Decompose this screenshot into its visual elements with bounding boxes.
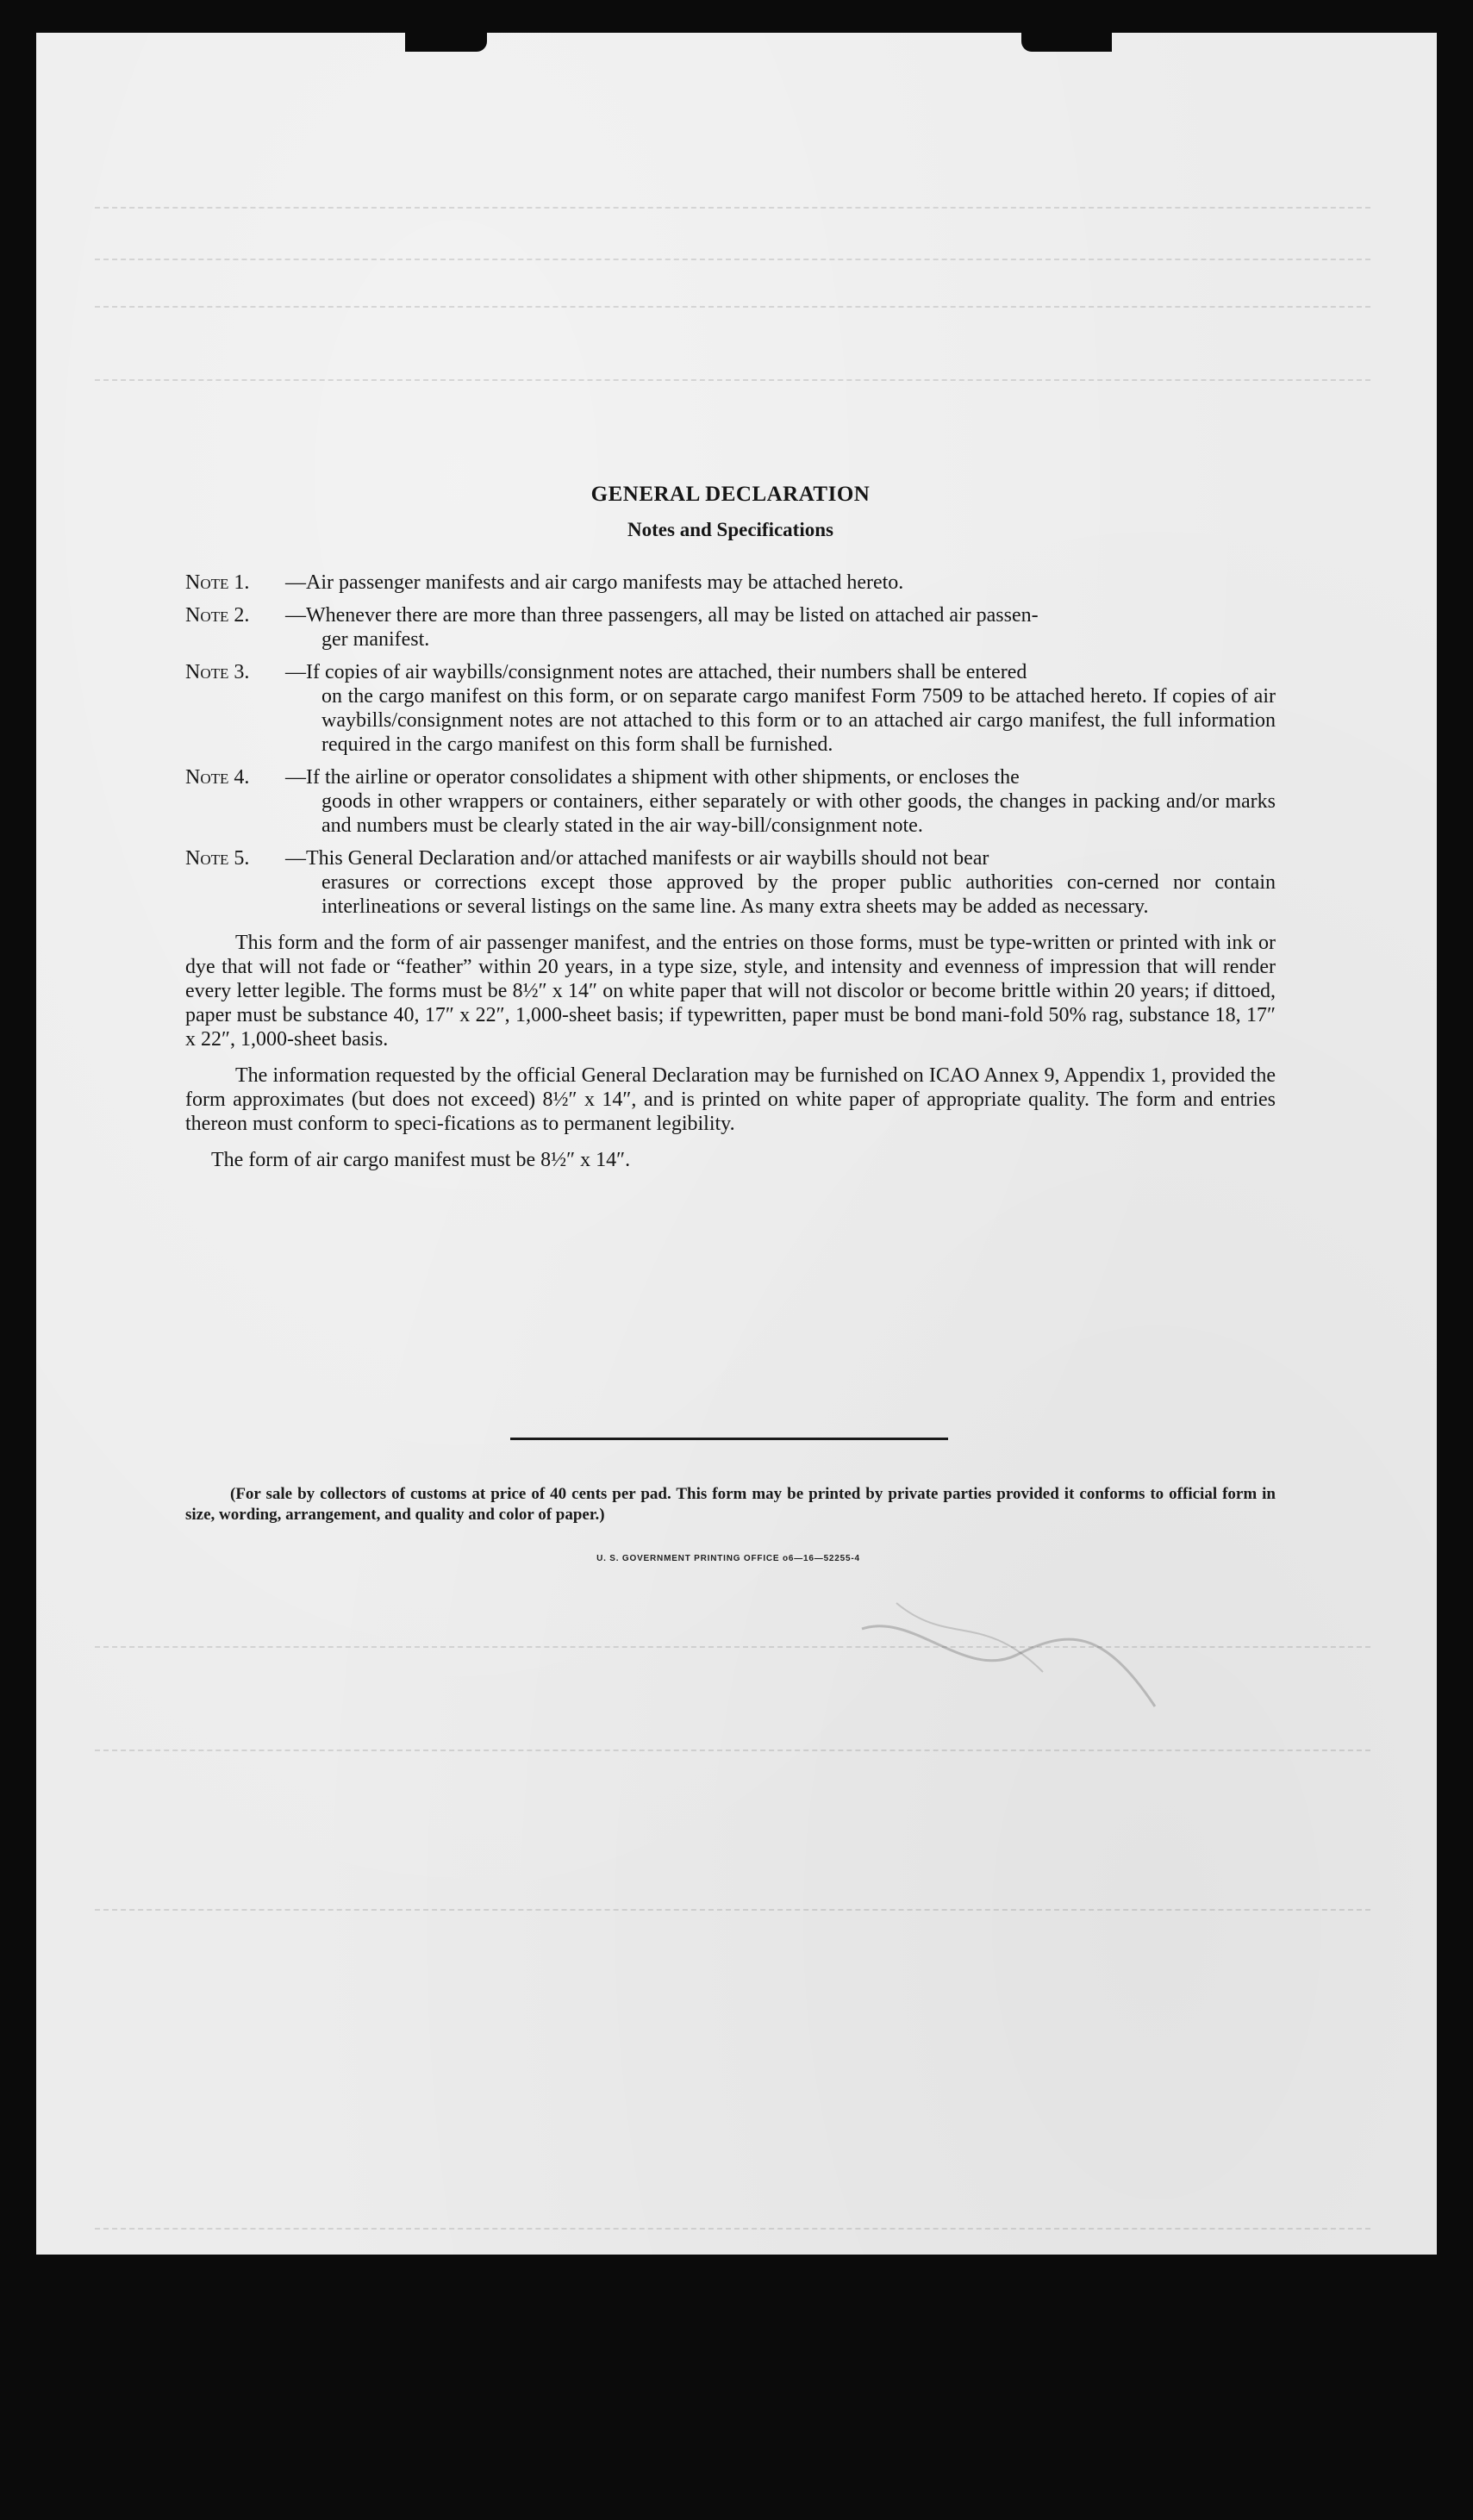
paragraph-cargo-manifest-size: The form of air cargo manifest must be 8½″ x 14″.: [211, 1149, 631, 1171]
note-4: [185, 765, 1276, 838]
note-1: [185, 571, 1276, 595]
note-text: goods in other wrappers or containers, either separately or with other goods, the changes in packing and/or marks and numbers must be clearly stated in the air way-bill/consignment note.: [321, 790, 1276, 837]
note-text-first-line: —If copies of air waybills/consignment notes are attached, their numbers shall be entered: [285, 661, 1027, 683]
note-text: ger manifest.: [321, 628, 430, 651]
note-3: [185, 660, 1276, 757]
paper-notch-right: [1021, 33, 1112, 52]
horizontal-rule: [510, 1438, 948, 1440]
note-label: Note 2.: [185, 604, 250, 627]
note-text-first-line: —Whenever there are more than three passengers, all may be listed on attached air passen-: [285, 604, 1039, 627]
note-5: [185, 846, 1276, 919]
note-text-first-line: —Air passenger manifests and air cargo manifests may be attached hereto.: [285, 571, 904, 594]
paragraph-icao-annex: The information requested by the official General Declaration may be furnished on ICAO Annex 9, Appendix 1, provided the form approximates (but does not exceed) 8½″ x 14″, and is printed on white paper of appropriate quality. The form and entries thereon must conform to speci-fications as to permanent legibility.: [185, 1064, 1276, 1135]
note-2: [185, 603, 1276, 652]
sale-notice: (For sale by collectors of customs at price of 40 cents per pad. This form may be printed by private parties provided it conforms to official form in size, wording, arrangement, and quality and color of paper.): [185, 1485, 1276, 1524]
document-subtitle: Notes and Specifications: [627, 519, 833, 540]
note-label: Note 5.: [185, 847, 250, 870]
note-text: erasures or corrections except those approved by the proper public authorities con-cerned nor contain interlineations or several listings on the same line. As many extra sheets may be added as necessary.: [321, 871, 1276, 918]
note-label: Note 3.: [185, 661, 250, 683]
paragraph-form-requirements: This form and the form of air passenger manifest, and the entries on those forms, must be type-written or printed with ink or dye that will not fade or “feather” within 20 years, in a type size, style, and intensity and evenness of impression that will render every letter legible. The forms must be 8½″ x 14″ on white paper that will not discolor or become brittle within 20 years; if dittoed, paper must be substance 40, 17″ x 22″, 1,000-sheet basis; if typewritten, paper must be bond mani-fold 50% rag, substance 18, 17″ x 22″, 1,000-sheet basis.: [185, 932, 1276, 1051]
note-text-first-line: —This General Declaration and/or attached manifests or air waybills should not bear: [285, 847, 989, 870]
notes-section: [185, 483, 1276, 1172]
paper-notch-left: [405, 33, 487, 52]
note-label: Note 4.: [185, 766, 250, 789]
note-text-first-line: —If the airline or operator consolidates a shipment with other shipments, or encloses the: [285, 766, 1020, 789]
document-title: GENERAL DECLARATION: [590, 483, 871, 506]
note-text: on the cargo manifest on this form, or on separate cargo manifest Form 7509 to be attached hereto. If copies of air waybills/consignment notes are not attached to this form or to an attached air cargo manifest, the full information required in the cargo manifest on this form shall be furnished.: [321, 685, 1276, 756]
note-label: Note 1.: [185, 571, 250, 594]
printing-office-imprint: U. S. GOVERNMENT PRINTING OFFICE o6—16—52255-4: [596, 1554, 860, 1563]
